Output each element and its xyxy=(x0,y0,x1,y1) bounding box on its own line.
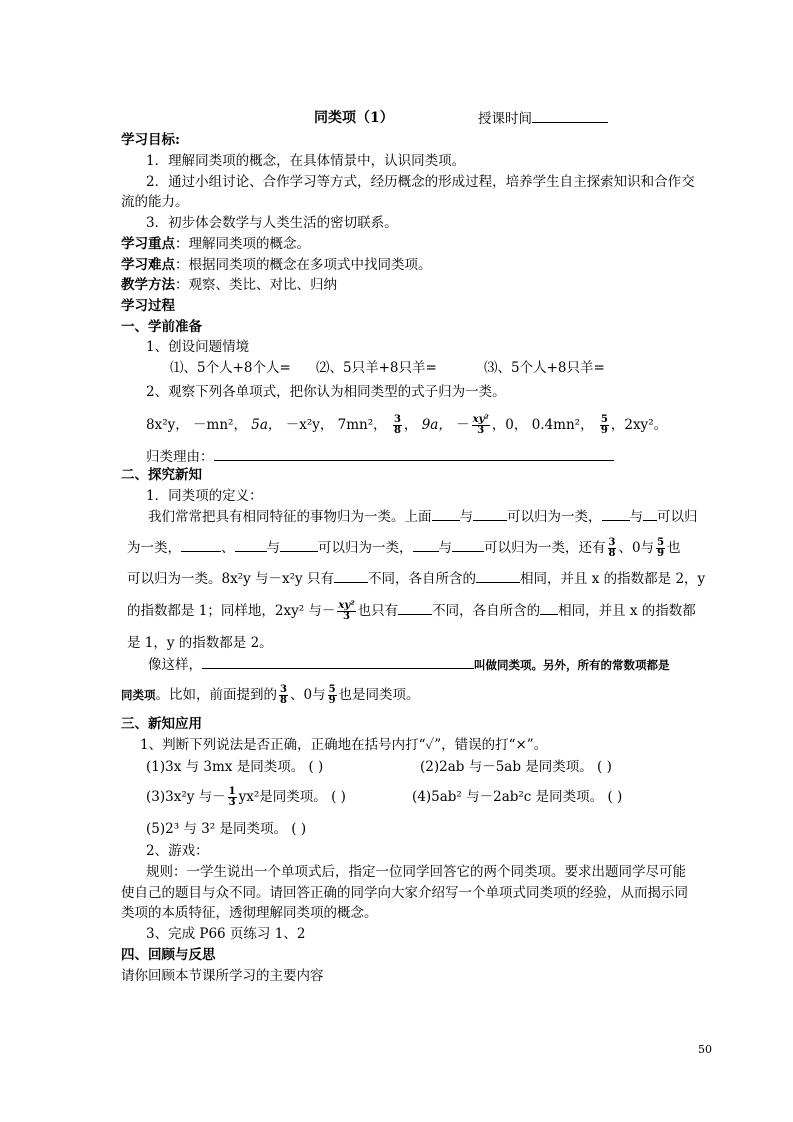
blank[interactable] xyxy=(181,538,221,552)
text: 可以归 xyxy=(657,509,698,525)
blank[interactable] xyxy=(334,569,368,583)
term: －x²y， xyxy=(285,417,334,433)
text: 不同，各自所含的 xyxy=(432,603,541,619)
fraction: $\frac{5}{9}$ xyxy=(600,414,608,436)
term: － xyxy=(456,417,470,433)
blank[interactable] xyxy=(398,601,432,615)
fraction: $\frac{1}{3}$ xyxy=(228,786,236,808)
definition-line xyxy=(148,655,670,674)
judge-item xyxy=(146,785,346,809)
text: 、 xyxy=(221,540,235,556)
text: 可以归为一类， xyxy=(318,540,413,556)
section-heading: 一、学前准备 xyxy=(121,319,202,335)
class-time-blank xyxy=(532,109,608,123)
term: －mn²， xyxy=(193,417,247,433)
term: 9a， xyxy=(421,417,452,433)
text: 可以归为一类， xyxy=(507,509,602,525)
term: 7mn²， xyxy=(337,417,387,433)
rule-line: 类项的本质特征，透彻理解同类项的概念。 xyxy=(121,905,378,921)
objective-item: 3．初步体会数学与人类生活的密切联系。 xyxy=(146,215,398,231)
objective-item: 2．通过小组讨论、合作学习等方式，经历概念的形成过程，培养学生自主探索知识和合作交 xyxy=(146,174,695,190)
term: 5a， xyxy=(251,417,282,433)
blank[interactable] xyxy=(280,538,318,552)
fraction: $\frac{5}{9}$ xyxy=(657,537,665,559)
fraction: $\frac{\text{xy²}}{3}$ xyxy=(472,414,489,436)
review-text: 请你回顾本节课所学习的主要内容 xyxy=(121,968,324,984)
blank[interactable] xyxy=(202,655,474,669)
text: 可以归为一类，还有 xyxy=(484,540,606,556)
text: 我们常常把具有相同特征的事物归为一类。上面 xyxy=(148,509,432,525)
fraction: $\frac{\text{xy²}}{3}$ xyxy=(338,600,355,622)
text: 也 xyxy=(667,540,681,556)
text: 为一类， xyxy=(127,540,181,556)
reason-label: 归类理由： xyxy=(146,449,214,465)
sec1-item1: 1、创设问题情境 xyxy=(146,339,250,355)
text: 、0与 xyxy=(289,687,326,703)
judge-item: (2)2ab 与－5ab 是同类项。 ( ) xyxy=(420,759,612,775)
text: yx²是同类项。 ( ) xyxy=(238,789,346,805)
text: 。比如，前面提到的 xyxy=(155,687,277,703)
monomial-list: 8x²y， －mn²， 5a， －x²y， 7mn²， $\frac{3}{8}$ ， 9a， － $\frac{\text{xy²}}{3}$ ，0， 0.4mn²， $\frac{5}{9}$ ，2xy²。 xyxy=(146,414,668,436)
question-3: ⑶、5个人+8只羊= xyxy=(484,360,605,376)
text: 与 xyxy=(629,509,643,525)
fraction: $\frac{3}{8}$ xyxy=(608,537,616,559)
class-time-label: 授课时间 xyxy=(478,111,532,127)
term: ，0， xyxy=(491,417,528,433)
key-point-text: ：理解同类项的概念。 xyxy=(175,236,310,252)
blank[interactable] xyxy=(476,569,520,583)
text: 不同，各自所含的 xyxy=(367,571,476,587)
sec1-item2: 2、观察下列各单项式，把你认为相同类型的式子归为一类。 xyxy=(146,384,506,400)
class-time xyxy=(478,109,608,128)
methods xyxy=(121,276,337,294)
judge-item: (4)5ab² 与－2ab²c 是同类项。 ( ) xyxy=(412,789,623,805)
sec3-item2: 2、游戏： xyxy=(146,843,209,859)
text: (3)3x²y 与－ xyxy=(146,789,226,805)
judge-item: (1)3x 与 3mx 是同类项。 ( ) xyxy=(146,759,324,775)
key-point xyxy=(121,235,310,253)
text: 与 xyxy=(459,509,473,525)
definition-line: 是 1，y 的指数都是 2。 xyxy=(127,635,273,651)
text: 也只有 xyxy=(357,603,399,619)
term: 8x²y， xyxy=(146,417,189,433)
text: 的指数都是 1；同样地，2xy² 与－ xyxy=(127,603,336,619)
methods-label: 教学方法 xyxy=(121,277,175,293)
difficulty-text: ：根据同类项的概念在多项式中找同类项。 xyxy=(175,257,432,273)
question-1: ⑴、5个人+8个人= xyxy=(170,360,291,376)
sec3-item3: 3、完成 P66 页练习 1、2 xyxy=(146,926,306,942)
methods-text: ：观察、类比、对比、归纳 xyxy=(175,277,337,293)
fraction: $\frac{3}{8}$ xyxy=(393,414,401,436)
key-point-label: 学习重点 xyxy=(121,236,175,252)
definition-line xyxy=(148,502,698,532)
text: 同类项 xyxy=(121,688,156,702)
page-number: 50 xyxy=(698,1043,712,1056)
difficulty xyxy=(121,256,432,274)
reason-blank[interactable] xyxy=(214,447,614,461)
blank[interactable] xyxy=(413,538,439,552)
rule-line: 规则：一学生说出一个单项式后，指定一位同学回答它的两个同类项。要求出题同学尽可能 xyxy=(146,864,686,880)
blank[interactable] xyxy=(473,507,507,521)
question-2: ⑵、5只羊+8只羊= xyxy=(316,360,437,376)
text: 像这样， xyxy=(148,657,202,673)
text: 与 xyxy=(438,540,452,556)
objective-item: 流的能力。 xyxy=(121,194,189,210)
sec3-item1: 1、判断下列说法是否正确，正确地在括号内打“✓”，错误的打“×”。 xyxy=(140,737,548,753)
blank[interactable] xyxy=(643,507,657,521)
judge-item: (5)2³ 与 3² 是同类项。 ( ) xyxy=(146,821,307,837)
rule-line: 使自己的题目与众不同。请回答正确的同学向大家介绍写一个单项式同类项的经验，从而揭示同 xyxy=(121,885,688,901)
fraction: $\frac{5}{9}$ xyxy=(328,684,336,706)
difficulty-label: 学习难点 xyxy=(121,257,175,273)
term: 0.4mn²， xyxy=(531,417,594,433)
blank[interactable] xyxy=(540,601,558,615)
definition-line xyxy=(127,564,705,594)
section-heading: 二、探究新知 xyxy=(121,467,202,483)
blank[interactable] xyxy=(235,538,267,552)
text: 相同，并且 x 的指数都 xyxy=(558,603,696,619)
text: 、0与 xyxy=(618,540,655,556)
reason xyxy=(146,447,614,466)
process-heading: 学习过程 xyxy=(121,298,175,314)
definition-line xyxy=(121,683,420,707)
page-title: 同类项（1） xyxy=(314,110,394,126)
section-heading: 四、回顾与反思 xyxy=(121,947,216,963)
section-heading: 三、新知应用 xyxy=(121,716,202,732)
blank[interactable] xyxy=(602,507,630,521)
definition-line xyxy=(127,596,696,626)
sec2-item1: 1．同类项的定义： xyxy=(146,488,263,504)
text: 可以归为一类。8x²y 与－x²y 只有 xyxy=(127,571,334,587)
blank[interactable] xyxy=(452,538,484,552)
blank[interactable] xyxy=(432,507,460,521)
objective-item: 1．理解同类项的概念，在具体情景中，认识同类项。 xyxy=(146,153,466,169)
text: 与 xyxy=(266,540,280,556)
objectives-heading: 学习目标: xyxy=(121,132,180,148)
term: ，2xy²。 xyxy=(610,417,668,433)
text: 也是同类项。 xyxy=(338,687,420,703)
text: 叫做同类项。另外，所有的常数项都是 xyxy=(474,658,670,672)
text: 相同，并且 x 的指数都是 2，y xyxy=(519,571,706,587)
definition-line xyxy=(127,533,681,563)
fraction: $\frac{3}{8}$ xyxy=(280,684,287,706)
